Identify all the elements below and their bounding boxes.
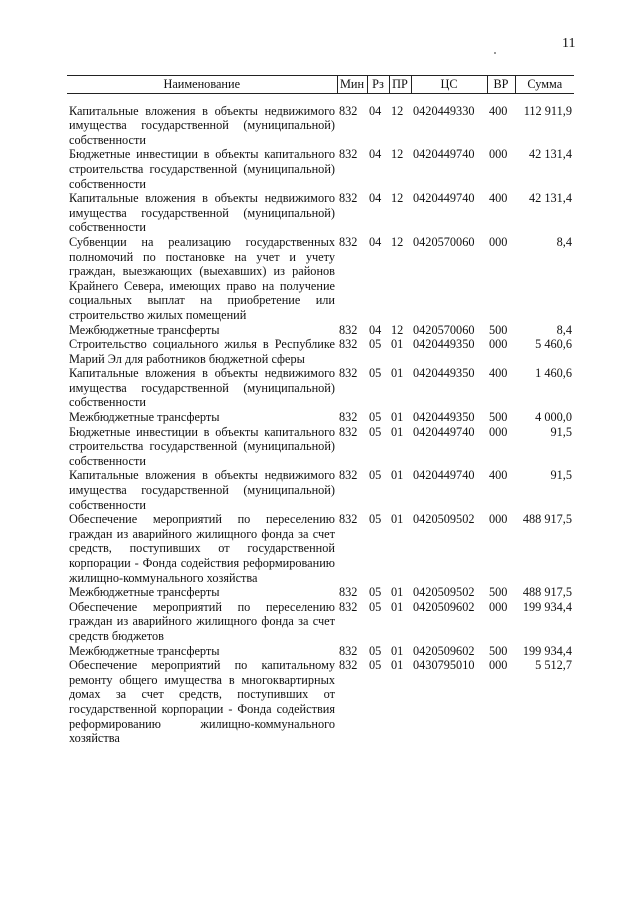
cell-rz: 04 bbox=[369, 191, 382, 206]
cell-sum: 112 911,9 bbox=[523, 103, 572, 118]
cell-vr: 400 bbox=[489, 468, 508, 483]
cell-rz: 05 bbox=[369, 658, 382, 673]
cell-name: Обеспечение мероприятий по переселению граждан из аварийного жилищного фонда за счет средств, поступивших от государственной корпорации - Фонда содействия реформированию жилищно-коммунального хозяйства bbox=[69, 512, 335, 585]
cell-vr: 500 bbox=[489, 585, 508, 600]
cell-vr: 400 bbox=[489, 103, 508, 118]
cell-cs: 0420449740 bbox=[413, 147, 475, 162]
cell-pr: 01 bbox=[391, 424, 404, 439]
cell-pr: 01 bbox=[391, 585, 404, 600]
table-row bbox=[67, 337, 574, 366]
cell-min: 832 bbox=[339, 512, 358, 527]
cell-min: 832 bbox=[339, 337, 358, 352]
cell-sum: 5 460,6 bbox=[535, 337, 572, 352]
cell-pr: 01 bbox=[391, 337, 404, 352]
cell-cs: 0420570060 bbox=[413, 234, 475, 249]
cell-min: 832 bbox=[339, 366, 358, 381]
table-row bbox=[67, 93, 574, 147]
cell-sum: 42 131,4 bbox=[528, 191, 572, 206]
cell-cs: 0420509502 bbox=[413, 512, 475, 527]
cell-vr: 000 bbox=[489, 147, 508, 162]
cell-cs: 0420449740 bbox=[413, 468, 475, 483]
table-row bbox=[67, 600, 574, 644]
cell-vr: 000 bbox=[489, 424, 508, 439]
cell-min: 832 bbox=[339, 585, 358, 600]
cell-min: 832 bbox=[339, 410, 358, 425]
cell-vr: 400 bbox=[489, 366, 508, 381]
cell-cs: 0420509502 bbox=[413, 585, 475, 600]
cell-name: Субвенции на реализацию государственных полномочий по постановке на учет и учету граждан, выезжающих (выехавших) из районов Крайнего Севера, имеющих право на получение социальных выплат на приобретение или строительство жилых помещений bbox=[69, 234, 335, 322]
cell-sum: 199 934,4 bbox=[522, 643, 572, 658]
cell-rz: 05 bbox=[369, 366, 382, 381]
cell-vr: 500 bbox=[489, 643, 508, 658]
cell-rz: 05 bbox=[369, 643, 382, 658]
cell-sum: 199 934,4 bbox=[522, 599, 572, 614]
cell-cs: 0420509602 bbox=[413, 599, 475, 614]
cell-cs: 0420449350 bbox=[413, 410, 475, 425]
cell-pr: 01 bbox=[391, 468, 404, 483]
table-row bbox=[67, 410, 574, 425]
table-row bbox=[67, 191, 574, 235]
cell-min: 832 bbox=[339, 468, 358, 483]
cell-sum: 42 131,4 bbox=[528, 147, 572, 162]
budget-table bbox=[67, 75, 574, 746]
cell-pr: 12 bbox=[391, 322, 404, 337]
cell-rz: 04 bbox=[369, 103, 382, 118]
table-body bbox=[67, 93, 574, 746]
cell-name: Капитальные вложения в объекты недвижимого имущества государственной (муниципальной) собственности bbox=[69, 366, 335, 410]
cell-sum: 91,5 bbox=[550, 424, 572, 439]
table-row bbox=[67, 323, 574, 338]
table-row bbox=[67, 658, 574, 746]
cell-sum: 488 917,5 bbox=[522, 512, 572, 527]
cell-name: Строительство социального жилья в Республике Марий Эл для работников бюджетной сферы bbox=[69, 337, 335, 366]
cell-cs: 0420449330 bbox=[413, 103, 475, 118]
table-row bbox=[67, 366, 574, 410]
cell-sum: 91,5 bbox=[550, 468, 572, 483]
cell-rz: 04 bbox=[369, 322, 382, 337]
cell-rz: 05 bbox=[369, 468, 382, 483]
page-number: 11 bbox=[562, 36, 576, 51]
table-row bbox=[67, 235, 574, 323]
cell-sum: 8,4 bbox=[556, 234, 572, 249]
cell-vr: 000 bbox=[489, 658, 508, 673]
cell-vr: 000 bbox=[489, 337, 508, 352]
cell-min: 832 bbox=[339, 658, 358, 673]
cell-min: 832 bbox=[339, 424, 358, 439]
cell-name: Капитальные вложения в объекты недвижимого имущества государственной (муниципальной) собственности bbox=[69, 103, 335, 147]
header-name: Наименование bbox=[67, 76, 337, 94]
cell-pr: 12 bbox=[391, 234, 404, 249]
cell-sum: 8,4 bbox=[556, 322, 572, 337]
cell-name: Бюджетные инвестиции в объекты капитального строительства государственной (муниципальной) собственности bbox=[69, 147, 335, 191]
cell-min: 832 bbox=[339, 147, 358, 162]
cell-rz: 04 bbox=[369, 147, 382, 162]
table-row bbox=[67, 512, 574, 585]
cell-pr: 12 bbox=[391, 147, 404, 162]
cell-cs: 0420449350 bbox=[413, 337, 475, 352]
cell-name: Капитальные вложения в объекты недвижимого имущества государственной (муниципальной) собственности bbox=[69, 468, 335, 512]
cell-vr: 000 bbox=[489, 234, 508, 249]
cell-name: Обеспечение мероприятий по капитальному ремонту общего имущества в многоквартирных домах за счет средств, поступивших от государственной корпорации - Фонда содействия реформированию жилищно-коммунального хозяйства bbox=[69, 658, 335, 746]
cell-cs: 0430795010 bbox=[413, 658, 475, 673]
cell-name: Обеспечение мероприятий по переселению граждан из аварийного жилищного фонда за счет средств бюджетов bbox=[69, 599, 335, 643]
cell-rz: 05 bbox=[369, 585, 382, 600]
cell-cs: 0420509602 bbox=[413, 643, 475, 658]
header-min: Мин bbox=[337, 76, 367, 94]
cell-cs: 0420449740 bbox=[413, 191, 475, 206]
cell-min: 832 bbox=[339, 103, 358, 118]
cell-rz: 05 bbox=[369, 599, 382, 614]
cell-min: 832 bbox=[339, 643, 358, 658]
cell-pr: 01 bbox=[391, 599, 404, 614]
cell-name: Капитальные вложения в объекты недвижимого имущества государственной (муниципальной) собственности bbox=[69, 191, 335, 235]
cell-rz: 05 bbox=[369, 424, 382, 439]
cell-name: Межбюджетные трансферты bbox=[69, 643, 220, 658]
cell-pr: 01 bbox=[391, 410, 404, 425]
cell-pr: 12 bbox=[391, 103, 404, 118]
header-pr: ПР bbox=[389, 76, 411, 94]
cell-vr: 000 bbox=[489, 512, 508, 527]
cell-min: 832 bbox=[339, 599, 358, 614]
table-header bbox=[67, 76, 574, 94]
header-vr: ВР bbox=[487, 76, 515, 94]
cell-name: Межбюджетные трансферты bbox=[69, 322, 220, 337]
cell-min: 832 bbox=[339, 322, 358, 337]
cell-rz: 04 bbox=[369, 234, 382, 249]
cell-pr: 01 bbox=[391, 366, 404, 381]
header-sum: Сумма bbox=[515, 76, 574, 94]
cell-sum: 5 512,7 bbox=[535, 658, 572, 673]
cell-pr: 01 bbox=[391, 512, 404, 527]
cell-pr: 01 bbox=[391, 643, 404, 658]
cell-name: Межбюджетные трансферты bbox=[69, 410, 220, 425]
cell-vr: 000 bbox=[489, 599, 508, 614]
cell-rz: 05 bbox=[369, 410, 382, 425]
cell-cs: 0420449350 bbox=[413, 366, 475, 381]
header-cs: ЦС bbox=[411, 76, 487, 94]
cell-pr: 12 bbox=[391, 191, 404, 206]
cell-pr: 01 bbox=[391, 658, 404, 673]
table-row bbox=[67, 585, 574, 600]
cell-rz: 05 bbox=[369, 337, 382, 352]
cell-name: Бюджетные инвестиции в объекты капитального строительства государственной (муниципальной) собственности bbox=[69, 424, 335, 468]
cell-cs: 0420570060 bbox=[413, 322, 475, 337]
cell-min: 832 bbox=[339, 191, 358, 206]
cell-vr: 400 bbox=[489, 191, 508, 206]
table-row bbox=[67, 468, 574, 512]
scan-dot bbox=[494, 52, 496, 54]
cell-min: 832 bbox=[339, 234, 358, 249]
cell-sum: 488 917,5 bbox=[522, 585, 572, 600]
table-row bbox=[67, 147, 574, 191]
cell-cs: 0420449740 bbox=[413, 424, 475, 439]
table-row bbox=[67, 425, 574, 469]
cell-vr: 500 bbox=[489, 410, 508, 425]
cell-sum: 1 460,6 bbox=[535, 366, 572, 381]
cell-vr: 500 bbox=[489, 322, 508, 337]
cell-name: Межбюджетные трансферты bbox=[69, 585, 220, 600]
cell-sum: 4 000,0 bbox=[535, 410, 572, 425]
header-rz: Рз bbox=[367, 76, 389, 94]
cell-rz: 05 bbox=[369, 512, 382, 527]
table-row bbox=[67, 644, 574, 659]
